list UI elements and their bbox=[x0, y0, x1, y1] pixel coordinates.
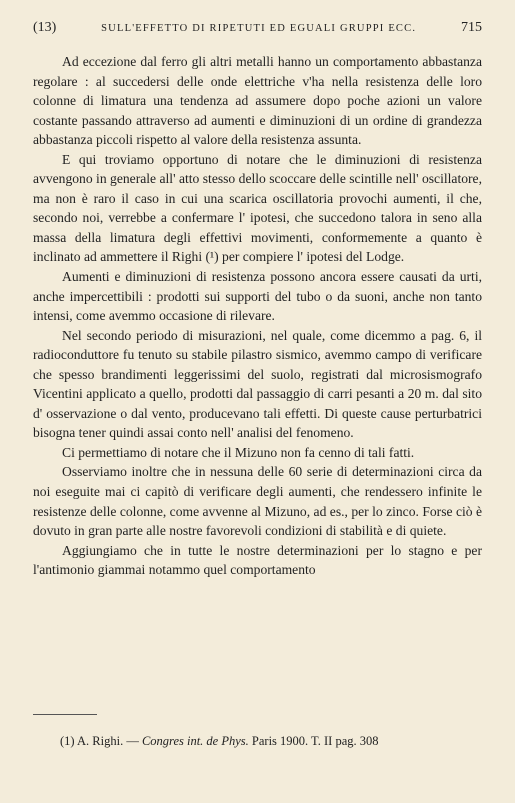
footnote-title: Congres int. de Phys. bbox=[141, 734, 249, 748]
paragraph: E qui troviamo opportuno di notare che le diminuzioni di resistenza avvengono in generale all' atto stesso dello scoccare delle scintille nell' oscillatore, ma non è raro il caso in cui una scarica oscillatoria provochi aumenti, il che, secondo noi, verrebbe a confermare l' ipotesi, che succedono talora in seno alla massa della limatura degli effettivi movimenti, conformemente a quanto è inclinato ad ammettere il Righi (¹) per compiere l' ipotesi del Lodge. bbox=[33, 151, 482, 265]
body-text bbox=[33, 52, 482, 580]
paragraph: Osserviamo inoltre che in nessuna delle 60 serie di determinazioni circa da noi eseguite mai ci capitò di verificare degli aumenti, che rendessero infinite le resistenze delle colonne, come avvenne al Mizuno, ad es., per lo zinco. Forse ciò è dovuto in gran parte alle nostre favorevoli condizioni di stabilità e di quiete. bbox=[33, 464, 482, 539]
paragraph: Nel secondo periodo di misurazioni, nel quale, come dicemmo a pag. 6, il radioconduttore fu tenuto su stabile pilastro sismico, avemmo campo di verificare che spesso brandimenti leggerissimi del suolo, registrati dal microsismografo Vicentini applicato a quello, prodotti dal passaggio di carri pesanti a 20 m. dal sito d' osservazione o dal vento, producevano tali effetti. Di queste cause perturbatrici bisogna tener quindi assai conto nell' analisi del fenomeno. bbox=[33, 327, 482, 441]
running-title: SULL'EFFETTO DI RIPETUTI ED EGUALI GRUPPI ECC. bbox=[101, 23, 417, 34]
running-header bbox=[33, 20, 482, 40]
footnote-marker: (1) A. Righi. — bbox=[60, 734, 139, 748]
paragraph: Aggiungiamo che in tutte le nostre determinazioni per lo stagno e per l'antimonio giammai notammo quel comportamento bbox=[33, 542, 482, 578]
paragraph: Ci permettiamo di notare che il Mizuno non fa cenno di tali fatti. bbox=[62, 444, 415, 460]
footnote-reference: Paris 1900. T. II pag. 308 bbox=[251, 734, 379, 748]
footnote-separator bbox=[33, 714, 97, 715]
page-number-right: 715 bbox=[460, 20, 482, 35]
footnote bbox=[60, 734, 379, 749]
page-number-left: (13) bbox=[33, 20, 57, 35]
paragraph: Aumenti e diminuzioni di resistenza possono ancora essere causati da urti, anche impercettibili : prodotti sui supporti del tubo o da suoni, anche non tanto intensi, come avemmo occasione di rilevare. bbox=[33, 269, 482, 324]
paragraph: Ad eccezione dal ferro gli altri metalli hanno un comportamento abbastanza regolare : al succedersi delle onde elettriche v'ha nella resistenza delle loro colonne di limatura una tendenza ad assumere dopo poche azioni un valore costante passando attraverso ad aumenti e diminuzioni di un ordine di grandezza abbastanza piccoli rispetto al valore della resistenza assunta. bbox=[33, 54, 482, 148]
